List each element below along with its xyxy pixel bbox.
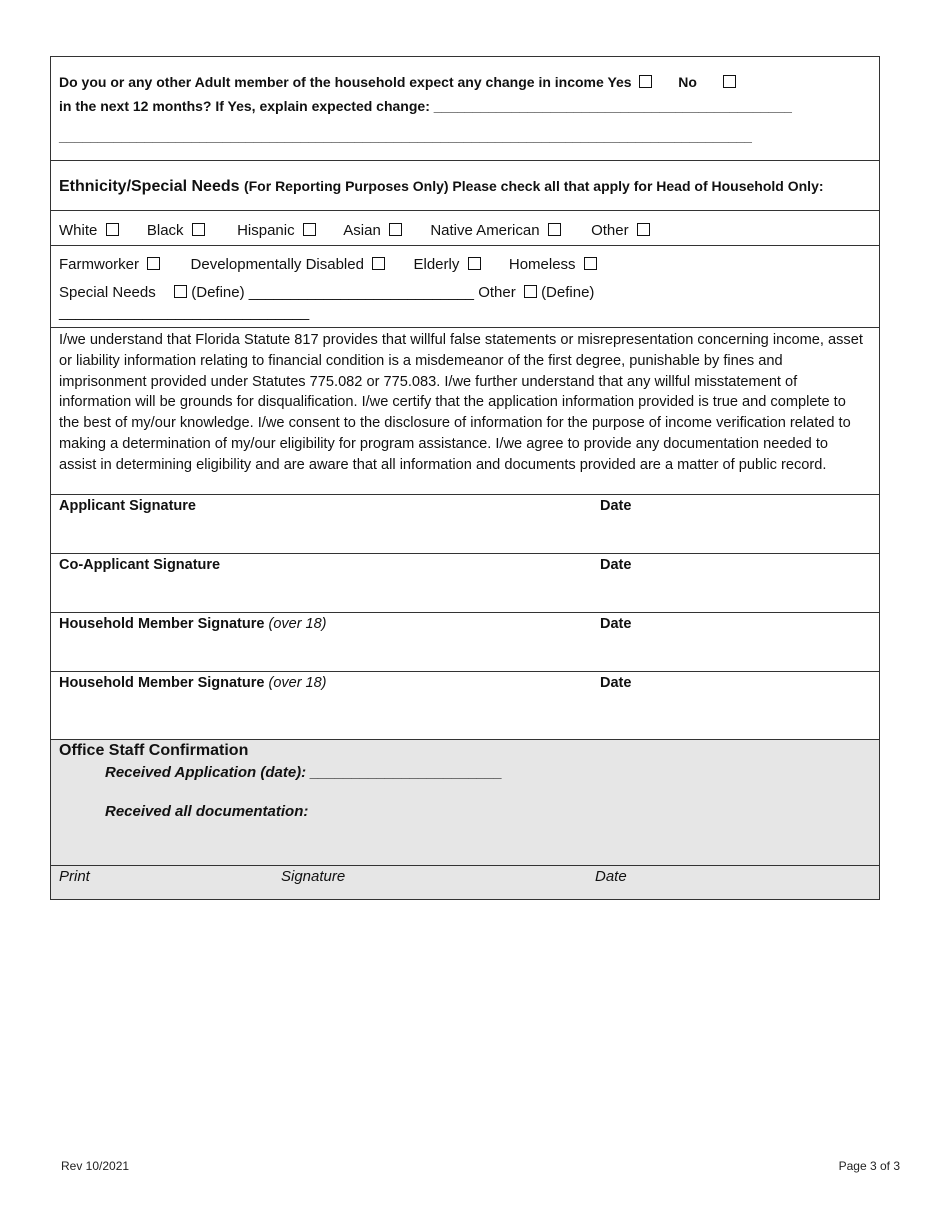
special-other-label: Other (478, 284, 516, 301)
ethnicity-options-section (51, 211, 879, 246)
income-yes-checkbox[interactable] (639, 75, 652, 88)
income-change-section (51, 57, 879, 161)
office-staff-heading: Office Staff Confirmation (59, 742, 249, 759)
certification-statement-section (51, 328, 879, 495)
household-member-signature-row-1[interactable] (51, 613, 879, 672)
ethnicity-heading: Ethnicity/Special Needs (59, 178, 240, 195)
household-member-date-label-1: Date (600, 616, 632, 632)
income-change-explanation-field-2[interactable]: _________________________________________________________________________________________ (59, 128, 752, 144)
household-member-signature-label-2: Household Member Signature (59, 675, 265, 691)
office-staff-section (51, 740, 879, 866)
ethnicity-native-american-checkbox[interactable] (548, 223, 561, 236)
homeless-label: Homeless (508, 256, 576, 273)
special-needs-section (51, 246, 879, 328)
certification-statement: I/we understand that Florida Statute 817 provides that willful false statements or misrepresentation concerning income, asset or liability information relating to financial condition is a misdemeanor of the first degree, punishable by fines and imprisonment provided under Statutes 775.082 or 775.083. I/we further understand that any willful misstatement of information will be grounds for disqualification. I/we certify that the application information provided is true and complete to the best of my/our knowledge. I/we consent to the disclosure of information for the purpose of income verification related to making a determination of my/our eligibility for program assistance. I/we agree to provide any documentation needed to assist in determining eligibility and are aware that all information and documents provided are a matter of public record. (59, 332, 863, 473)
ethnicity-white-label: White (59, 222, 98, 239)
special-other-define-field[interactable]: ______________________________ (59, 304, 310, 321)
income-change-explanation-field[interactable]: ______________________________________________ (433, 98, 792, 114)
ethnicity-asian-label: Asian (343, 222, 381, 239)
co-applicant-date-label: Date (600, 557, 632, 573)
ethnicity-hispanic-label: Hispanic (237, 222, 295, 239)
ethnicity-subheading: (For Reporting Purposes Only) Please check all that apply for Head of Household Only: (243, 178, 824, 194)
household-member-signature-label-1: Household Member Signature (59, 616, 265, 632)
farmworker-label: Farmworker (59, 256, 140, 273)
household-member-age-note-1: (over 18) (268, 616, 327, 632)
special-needs-define-label: (Define) (191, 284, 245, 301)
special-needs-define-field[interactable]: ___________________________ (248, 284, 475, 301)
special-needs-checkbox[interactable] (174, 285, 187, 298)
ethnicity-black-label: Black (146, 222, 184, 239)
page-number: Page 3 of 3 (838, 1159, 900, 1173)
office-signature-label: Signature (281, 868, 346, 885)
ethnicity-asian-checkbox[interactable] (389, 223, 402, 236)
applicant-signature-label: Applicant Signature (59, 498, 196, 514)
income-change-question-continued: in the next 12 months? If Yes, explain expected change: (59, 98, 430, 114)
office-date-label: Date (595, 868, 627, 885)
co-applicant-signature-label: Co-Applicant Signature (59, 557, 221, 573)
ethnicity-hispanic-checkbox[interactable] (303, 223, 316, 236)
received-application-label: Received Application (date): (105, 764, 307, 781)
ethnicity-other-checkbox[interactable] (637, 223, 650, 236)
ethnicity-other-label: Other (591, 222, 629, 239)
household-member-date-label-2: Date (600, 675, 632, 691)
co-applicant-signature-row[interactable] (51, 554, 879, 613)
special-other-define-label: (Define) (541, 284, 595, 301)
income-no-label: No (678, 74, 697, 90)
elderly-label: Elderly (413, 256, 460, 273)
developmentally-disabled-label: Developmentally Disabled (190, 256, 364, 273)
received-application-date-field[interactable]: _______________________ (310, 764, 503, 781)
farmworker-checkbox[interactable] (147, 257, 160, 270)
received-documentation-label: Received all documentation: (105, 803, 309, 820)
household-member-signature-row-2[interactable] (51, 672, 879, 740)
developmentally-disabled-checkbox[interactable] (372, 257, 385, 270)
income-yes-label: Yes (607, 74, 632, 90)
income-change-question: Do you or any other Adult member of the household expect any change in income (59, 74, 604, 90)
applicant-signature-row[interactable] (51, 495, 879, 554)
ethnicity-native-american-label: Native American (430, 222, 540, 239)
income-no-checkbox[interactable] (723, 75, 736, 88)
homeless-checkbox[interactable] (584, 257, 597, 270)
ethnicity-black-checkbox[interactable] (192, 223, 205, 236)
application-form (50, 56, 880, 900)
special-needs-label: Special Needs (59, 284, 156, 301)
office-print-label: Print (59, 868, 90, 885)
revision-label: Rev 10/2021 (61, 1159, 130, 1173)
ethnicity-white-checkbox[interactable] (106, 223, 119, 236)
ethnicity-heading-section (51, 161, 879, 211)
office-staff-signature-row[interactable] (51, 866, 879, 899)
household-member-age-note-2: (over 18) (268, 675, 327, 691)
elderly-checkbox[interactable] (468, 257, 481, 270)
special-other-checkbox[interactable] (524, 285, 537, 298)
applicant-date-label: Date (600, 498, 632, 514)
